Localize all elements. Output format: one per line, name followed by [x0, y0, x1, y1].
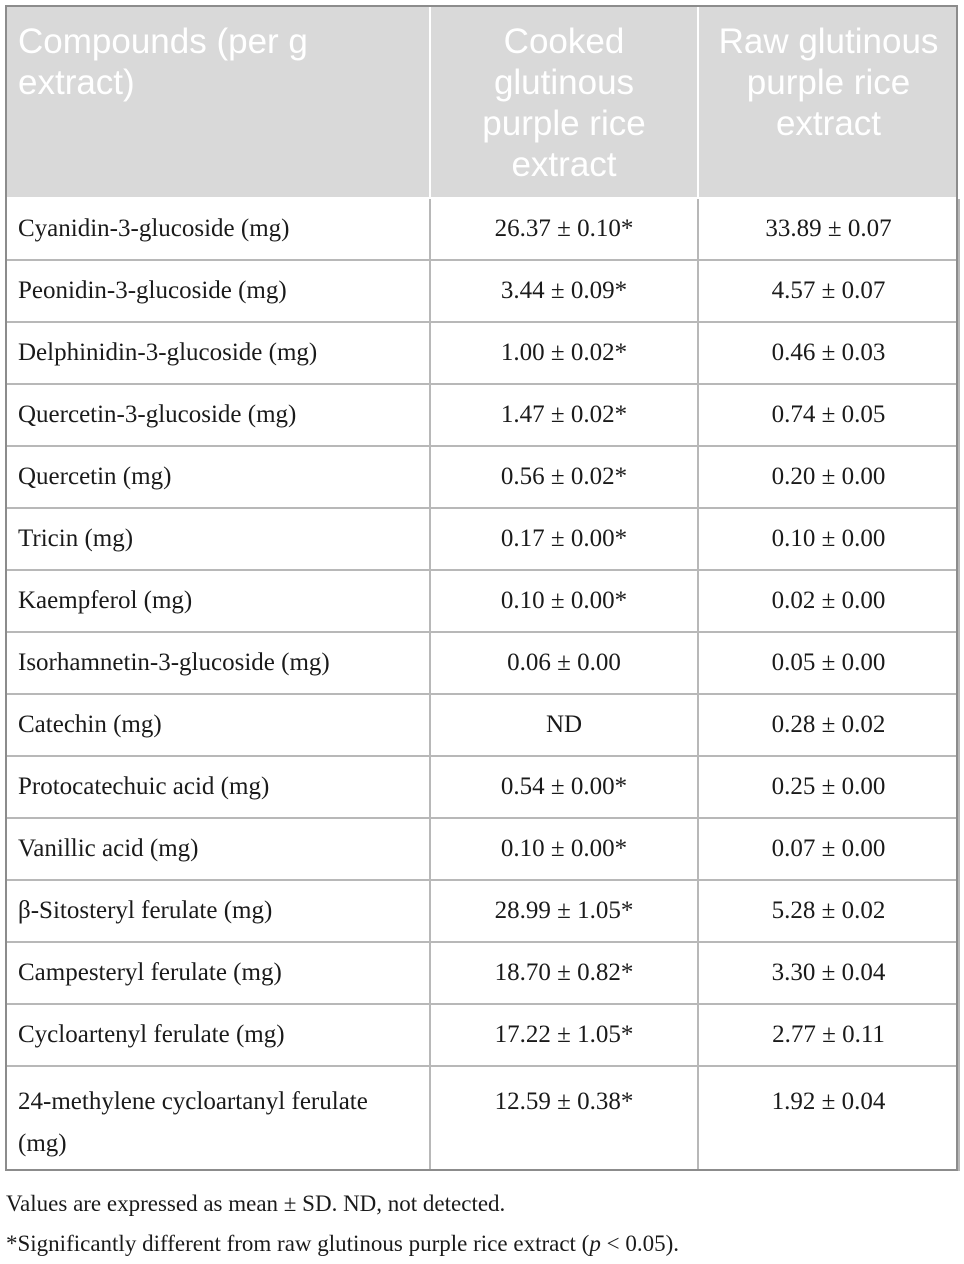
- cell-raw: 0.46 ± 0.03: [698, 322, 959, 384]
- table-row: [6, 818, 959, 880]
- cell-cooked: ND: [430, 694, 698, 756]
- cell-raw: 0.74 ± 0.05: [698, 384, 959, 446]
- header-row: [6, 6, 959, 198]
- table-row: [6, 446, 959, 508]
- footnote-significance: [6, 1224, 956, 1264]
- cell-compound: Tricin (mg): [6, 508, 430, 570]
- cell-compound: Kaempferol (mg): [6, 570, 430, 632]
- cell-compound: Protocatechuic acid (mg): [6, 756, 430, 818]
- table-row: [6, 756, 959, 818]
- cell-raw: 1.92 ± 0.04: [698, 1066, 959, 1170]
- cell-compound: Delphinidin-3-glucoside (mg): [6, 322, 430, 384]
- cell-compound: Quercetin-3-glucoside (mg): [6, 384, 430, 446]
- cell-compound: Cyanidin-3-glucoside (mg): [6, 198, 430, 260]
- cell-cooked: 18.70 ± 0.82*: [430, 942, 698, 1004]
- cell-raw: 0.10 ± 0.00: [698, 508, 959, 570]
- cell-cooked: 0.56 ± 0.02*: [430, 446, 698, 508]
- table-row: [6, 694, 959, 756]
- cell-compound: Campesteryl ferulate (mg): [6, 942, 430, 1004]
- footnote-significance-prefix: *Significantly different from raw glutinous purple rice extract (: [6, 1231, 590, 1256]
- cell-compound: Peonidin-3-glucoside (mg): [6, 260, 430, 322]
- cell-raw: 0.02 ± 0.00: [698, 570, 959, 632]
- cell-raw: 0.20 ± 0.00: [698, 446, 959, 508]
- table-row: [6, 198, 959, 260]
- cell-raw: 3.30 ± 0.04: [698, 942, 959, 1004]
- table-row: [6, 1004, 959, 1066]
- table-row: [6, 570, 959, 632]
- footnote-p-symbol: p: [589, 1231, 601, 1256]
- cell-compound: β-Sitosteryl ferulate (mg): [6, 880, 430, 942]
- footnote-significance-suffix: < 0.05).: [600, 1231, 679, 1256]
- cell-compound: 24-methylene cycloartanyl ferulate (mg): [6, 1066, 430, 1170]
- table-row: [6, 384, 959, 446]
- table-row: [6, 880, 959, 942]
- cell-cooked: 0.17 ± 0.00*: [430, 508, 698, 570]
- cell-cooked: 17.22 ± 1.05*: [430, 1004, 698, 1066]
- table-header: [6, 6, 959, 198]
- cell-compound: Vanillic acid (mg): [6, 818, 430, 880]
- cell-cooked: 0.06 ± 0.00: [430, 632, 698, 694]
- cell-compound: Isorhamnetin-3-glucoside (mg): [6, 632, 430, 694]
- table-row: [6, 508, 959, 570]
- cell-compound: Catechin (mg): [6, 694, 430, 756]
- table-row: [6, 942, 959, 1004]
- cell-cooked: 0.54 ± 0.00*: [430, 756, 698, 818]
- table-row: [6, 632, 959, 694]
- cell-cooked: 28.99 ± 1.05*: [430, 880, 698, 942]
- cell-raw: 0.25 ± 0.00: [698, 756, 959, 818]
- table-row: [6, 322, 959, 384]
- cell-compound: Quercetin (mg): [6, 446, 430, 508]
- cell-cooked: 3.44 ± 0.09*: [430, 260, 698, 322]
- footnote-mean-sd: Values are expressed as mean ± SD. ND, not detected.: [6, 1191, 506, 1216]
- table-row: [6, 260, 959, 322]
- cell-cooked: 0.10 ± 0.00*: [430, 570, 698, 632]
- cell-cooked: 1.00 ± 0.02*: [430, 322, 698, 384]
- cell-raw: 0.07 ± 0.00: [698, 818, 959, 880]
- table-body: [6, 198, 959, 1170]
- cell-raw: 33.89 ± 0.07: [698, 198, 959, 260]
- header-cooked: Cooked glutinous purple rice extract: [430, 6, 698, 198]
- cell-raw: 2.77 ± 0.11: [698, 1004, 959, 1066]
- compounds-table-container: [5, 5, 958, 1171]
- cell-compound: Cycloartenyl ferulate (mg): [6, 1004, 430, 1066]
- cell-raw: 0.28 ± 0.02: [698, 694, 959, 756]
- cell-raw: 0.05 ± 0.00: [698, 632, 959, 694]
- cell-raw: 4.57 ± 0.07: [698, 260, 959, 322]
- cell-cooked: 12.59 ± 0.38*: [430, 1066, 698, 1170]
- footnotes: [6, 1184, 956, 1264]
- cell-cooked: 26.37 ± 0.10*: [430, 198, 698, 260]
- cell-cooked: 1.47 ± 0.02*: [430, 384, 698, 446]
- cell-raw: 5.28 ± 0.02: [698, 880, 959, 942]
- header-compounds: Compounds (per g extract): [6, 6, 430, 198]
- header-raw: Raw glutinous purple rice extract: [698, 6, 959, 198]
- cell-cooked: 0.10 ± 0.00*: [430, 818, 698, 880]
- compounds-table: [5, 5, 960, 1171]
- table-row: [6, 1066, 959, 1170]
